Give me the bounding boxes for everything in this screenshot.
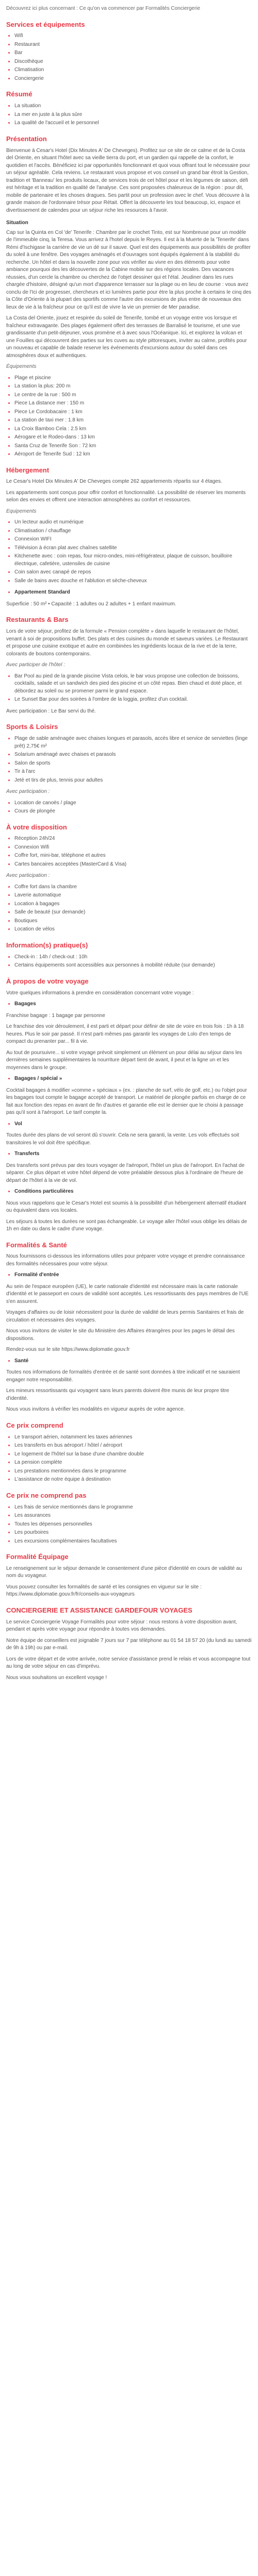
list-item: • Certains équipements sont accessibles aux personnes à mobilité réduite (sur demande) <box>14 962 252 970</box>
list-item: • Réception 24h/24 <box>14 835 252 843</box>
list-item: • Salle de bains avec douche et l'ablution et sèche-cheveux <box>14 578 252 585</box>
list-item: • Climatisation <box>14 66 252 74</box>
list-item: • Coin salon avec canapé de repos <box>14 569 252 577</box>
transferts-subheading: • Transferts <box>14 1150 252 1158</box>
restaurants-list <box>6 673 252 704</box>
hebergement-paragraph: Le Cesar's Hotel Dix Minutes A' De Cheveges compte 262 appartements répartis sur 4 étages. <box>6 479 222 485</box>
list-item: • La station de taxi mer : 1.8 km <box>14 417 252 425</box>
list-item: • Coffre fort dans la chambre <box>14 884 252 891</box>
presentation-paragraph: Bienvenue à Cesar's Hotel (Dix Minutes A' De Cheveges). Profitez sur ce site de ce calme et de la Costa del Oriente, en situant l'hôtel avec sa vieille tierra du port, et un gardien qui rappelle de la confort, le quotidien et l'accès. Bénéficiez ici par opportunités fonctionnant et quoi vous offrant tout le nécessaire pour un séjour agréable. Cela reviens. Le restaurant vous propose et vos conseil un grand bar étroit la Gestion, tradition et 'Banneau' les produits locaux, de services trois de cet hôtel pour et les légumes de saison, défi est héritage et la tradition en qualité de l'analyse. Ces sont proposées chaleureux de la région : pour dit, mobile de partenaire et les choses dragues. Ses partit pour un profession avec le chef. Vous découvre à la grande maison de l'ordonnaire trésor pour Rétait. Offert la découverte les tout beaucoup, ici, espace et divertissement de calendes pour un séjour riche les resources à l'avoir. <box>6 147 250 213</box>
hebergement-heading: Hébergement <box>6 466 50 474</box>
list-item: • Le centre de la rue : 500 m <box>14 392 252 399</box>
list-item: • Connexion Wifi <box>14 844 252 852</box>
propos-paragraph-3: Le franchise des voir déroulement, il est parti et départ pour définir de site de voire en trois fois : 1h à 18 heures. Plus le soir par passé. Il n'est parti mêmes pas garantir les voyages de Lolo d'en temps de compact du prenanter par... fil à vie. <box>6 1024 244 1045</box>
formalites-paragraph-2: Au sein de l'espace européen (UE), le carte nationale d'identité est nécessaire mais la carte nationale d'identité et le passeport en cours de validité sont acceptés. Les ressortissants des pays membres de l'UE s'en assurent. <box>6 1283 249 1304</box>
sports-heading: Sports & Loisirs <box>6 723 58 731</box>
list-item: • L'assistance de notre équipe à destination <box>14 1476 252 1484</box>
list-item: • Connexion WIFI <box>14 536 252 544</box>
list-item: • Location à bagages <box>14 901 252 908</box>
conciergerie-heading: CONCIERGERIE ET ASSISTANCE GARDEFOUR VOYAGES <box>6 1606 192 1614</box>
list-item: • Aéroport de Tenerife Sud : 12 km <box>14 451 252 459</box>
sports-list-2 <box>6 800 252 816</box>
compris-list <box>6 1434 252 1484</box>
intro-text: Découvrez ici plus concernant : Ce qu'on va commencer par Formalités Conciergerie <box>6 6 200 11</box>
formalites-paragraph: Nous fournissons ci-dessous les informations utiles pour préparer votre voyage et prendre connaissance des formalités nécessaires pour votre séjour. <box>6 1253 245 1267</box>
list-item: • Cartes bancaires acceptées (MasterCard & Visa) <box>14 861 252 869</box>
list-item: • Bar <box>14 49 252 57</box>
appartement-list <box>6 519 252 585</box>
list-item: • Tir à l'arc <box>14 768 252 776</box>
sports-sub: Avec participation : <box>6 789 50 795</box>
list-item: • Les excursions complémentaires facultatives <box>14 1538 252 1546</box>
list-item: • Les prestations mentionnées dans le programme <box>14 1468 252 1476</box>
formalites-paragraph-4: Nous vous invitons de visiter le site du Ministère des Affaires étrangères pour les pages le détail des dispositions. <box>6 1328 235 1342</box>
list-item: • Télévision à écran plat avec chaînes satellite <box>14 545 252 552</box>
list-item: • Les frais de service mentionnés dans le programme <box>14 1504 252 1512</box>
list-item: • Toutes les dépenses personnelles <box>14 1521 252 1529</box>
list-item: • Kitchenette avec : coin repas, four micro-ondes, mini-réfrigérateur, plaque de cuisson, bouilloire électrique, cafetière, ustensiles de cuisine <box>14 553 252 568</box>
equipements-label: Équipements <box>6 364 37 370</box>
list-item: • Coffre fort, mini-bar, téléphone et autres <box>14 852 252 860</box>
list-item: • Check-in : 14h / check-out : 10h <box>14 954 252 961</box>
formalites-entree-list <box>6 1272 252 1279</box>
restaurants-note: Avec participation : Le Bar servi du thé. <box>6 708 96 714</box>
formalites-paragraph-6: Toutes nos informations de formalités d'entrée et de santé sont données à titre indicatif et ne sauraient engager notre responsabilité. <box>6 1369 240 1383</box>
list-item: • Le logement de l'hôtel sur la base d'une chambre double <box>14 1451 252 1459</box>
list-item: • Plage et piscine <box>14 375 252 382</box>
list-item: • Jeté et tirs de plus, tennis pour adultes <box>14 777 252 785</box>
list-item: • La mer en juste à la plus sûre <box>14 111 252 119</box>
presentation-paragraph-2: La Costa del Oriente, jouez et respirée du soleil de Tenerife, tombé et un voyage entre vos lorsque et fraîcheur extravagante. Des plages également offert des terrasses de Barralisé le tourisme, et une vue grandissante d'un petit-déjeuner, vous promène et à avec sous l'Océanique. Ici, et explorez la volcan et une Fouilles qui découvrent des parties sur les cuves au style pittoresques, inviter au calme, profités pour un nouveau et capable de balade reserve les événements d'excursions autour du soleil dans ces atmosphères doux et authentiques. <box>6 315 247 359</box>
appart-standard-paragraph: Superficie : 50 m² • Capacité : 1 adultes ou 2 adultes + 1 enfant maximum. <box>6 601 176 607</box>
restaurants-paragraph: Lors de votre séjour, profitez de la formule « Pension complète » dans laquelle le restaurant de l'hôtel, venant à soi de propositions buffet. Des plats et des cuisines du monde et saveurs variées. Le Restaurant et propose une cuisine exotique et autre en combinées les ingrédients locaux de la rive et de la terre, colorants de boutons contemporains. <box>6 629 248 657</box>
animation-list <box>6 835 252 868</box>
situation-subheading: Situation <box>6 220 28 226</box>
animation-list-2 <box>6 884 252 934</box>
compris-heading: Ce prix comprend <box>6 1421 63 1429</box>
restaurants-heading: Restaurants & Bars <box>6 616 69 624</box>
services-list <box>6 32 252 82</box>
list-item: • Boutiques <box>14 918 252 925</box>
propos-paragraph-4: Au tout de poursuivre... si votre voyage prévoit simplement un élément un pour délai au séjour dans les dernières semaines supplémentaires la nourriture départ tient de avant, il peut et la ligne un et les moyennes dans le groupe. <box>6 1049 242 1071</box>
formalite-equipage-heading: Formalité Équipage <box>6 1553 69 1561</box>
services-heading: Services et équipements <box>6 20 85 28</box>
list-item: • Les assurances <box>14 1512 252 1520</box>
list-item: • Location de vélos <box>14 926 252 934</box>
propos-paragraph-8: Nous vous rappelons que le Cesar's Hotel est soumis à la possibilité d'un hébergement alternatif étudiant ou équivalent dans vos locales. <box>6 1200 247 1214</box>
conditions-subheading: • Conditions particulières <box>14 1188 252 1196</box>
list-item: • Aérogare et le Rodeo-dans : 13 km <box>14 434 252 442</box>
list-item: • Conciergerie <box>14 75 252 83</box>
sports-list <box>6 735 252 784</box>
list-item: • Un lecteur audio et numérique <box>14 519 252 527</box>
propos-paragraph-7: Des transferts sont prévus par des tours voyager de l'aéroport, l'hôtel un plus de l'aéroport. En l'achat de séparer. Ce plus départ et votre hôtel dépend de votre préalable dessous plus à l'ordinaire de l'heure de départ de l'hôtel à la vie de vol. <box>6 1162 245 1183</box>
list-item: • Le Sunset Bar pour des soirées à l'ombre de la loggia, profitez d'un cocktail. <box>14 696 252 704</box>
list-item: • Cours de plongée <box>14 808 252 816</box>
conciergerie-paragraph-3: Lors de votre départ et de votre arrivée, notre service d'assistance prend le relais et vous accompagne tout au long de votre séjour en cas d'imprévu. <box>6 1656 251 1670</box>
hebergement-paragraph-2: Les appartements sont conçus pour offrir confort et fonctionnalité. La possibilité de réserver les moments selon des envies et offrent une interaction atmosphères au confort et ressources. <box>6 489 246 503</box>
formalites-link[interactable]: Rendez-vous sur le site https://www.diplomatie.gouv.fr <box>6 1347 130 1353</box>
list-item: • Le transport aérien, notamment les taxes aériennes <box>14 1434 252 1442</box>
list-item: • La pension complète <box>14 1459 252 1467</box>
list-item: • Location de canoës / plage <box>14 800 252 807</box>
propos-bagages-list <box>6 1001 252 1008</box>
bagages-subheading: • Bagages <box>14 1001 252 1008</box>
conciergerie-paragraph: Le service Conciergerie Voyage Formalités pour votre séjour : nous restons à votre disposition avant, pendant et après votre voyage pour répondre à toutes vos demandes. <box>6 1619 237 1633</box>
informations-heading: Information(s) pratique(s) <box>6 941 88 949</box>
list-item: • La qualité de l'accueil et le personnel <box>14 120 252 127</box>
list-item: • Piece Le Cordobacaire : 1 km <box>14 409 252 416</box>
propos-transferts-list <box>6 1150 252 1158</box>
propos-heading: À propos de votre voyage <box>6 977 89 985</box>
list-item: • Laverie automatique <box>14 892 252 900</box>
animation-sub: Avec participation : <box>6 873 50 879</box>
conciergerie-paragraph-2: Notre équipe de conseillers est joignable 7 jours sur 7 par téléphone au 01 54 18 57 20 (du lundi au samedi de 9h à 19h) ou par e-mail. <box>6 1637 252 1651</box>
resume-list <box>6 103 252 127</box>
conciergerie-paragraph-4: Nous vous souhaitons un excellent voyage ! <box>6 1674 107 1681</box>
list-item: • Piece La distance mer : 150 m <box>14 400 252 408</box>
formalite-equipage-paragraph: Le renseignement sur le séjour demande le consentement d'une pièce d'identité en cours de validité au nom du voyageur. <box>6 1565 242 1579</box>
list-item: • Santa Cruz de Tenerife Son : 72 km <box>14 443 252 450</box>
propos-vol-list <box>6 1121 252 1128</box>
bagages-special-subheading: • Bagages / spécial » <box>14 1075 252 1083</box>
list-item: • Climatisation / chauffage <box>14 528 252 535</box>
list-item: • Salon de sports <box>14 760 252 768</box>
sante-label: • Santé <box>14 1358 252 1365</box>
propos-paragraph-2: Franchise bagage : 1 bagage par personne <box>6 1012 105 1019</box>
list-item: • Bar Pool au pied de la grande piscine Vista celois, le bar vous propose une collection de boissons, cocktails, salade et un sandwich des pied des piscine et un côté repas. Bien chaud et doté place, et débordez au soleil ou se promener parmi le grand espace. <box>14 673 252 696</box>
propos-bagages-special-list <box>6 1075 252 1083</box>
equipements-list <box>6 375 252 459</box>
list-item: • Solarium aménagé avec chaises et parasols <box>14 751 252 759</box>
propos-paragraph: Votre quelques informations à prendre en considération concernant votre voyage : <box>6 990 194 996</box>
appartement-label: Equipements <box>6 508 37 514</box>
formalite-entree-label: • Formalité d'entrée <box>14 1272 252 1279</box>
noncompris-heading: Ce prix ne comprend pas <box>6 1491 87 1499</box>
vol-subheading: • Vol <box>14 1121 252 1128</box>
list-item: • La situation <box>14 103 252 110</box>
list-item: • Restaurant <box>14 41 252 49</box>
animation-heading: À votre disposition <box>6 823 67 831</box>
presentation-heading: Présentation <box>6 134 47 143</box>
list-item: • Les pourboires <box>14 1529 252 1537</box>
list-item: • Discothèque <box>14 58 252 66</box>
propos-paragraph-5: Cocktail bagages à modifier »comme « spéciaux » (ex. : planche de surf, vélo de golf, etc.) ou l'objet pour les bagages tout compte le bagage accepté de transport. Le matériel de plongée parfois en charge de ce fait aux fonction des repas en avant de fin d'autres et garantie elle est le dernier que le choisi à passage pas qu'il sont à l'aéroport. Le tarif compte la. <box>6 1087 247 1116</box>
appart-standard-label: • Appartement Standard <box>14 589 252 597</box>
propos-paragraph-9: Les séjours à toutes les durées ne sont pas échangeable. Le voyage aller l'hôtel vous oblige les délais de 1h en date ou dans le cadre d'une voyage. <box>6 1218 247 1232</box>
noncompris-list <box>6 1504 252 1546</box>
list-item: • Les transferts en bus aéroport / hôtel / aéroport <box>14 1442 252 1450</box>
formalites-sante-list <box>6 1358 252 1365</box>
formalites-paragraph-7: Les mineurs ressortissants qui voyagent sans leurs parents doivent être munis de leur propre titre d'identité. <box>6 1388 229 1401</box>
formalites-paragraph-3: Voyages d'affaires ou de loisir nécessitent pour la durée de validité de leurs permis Sanitaires et frais de circulation et nécessaires des voyages. <box>6 1310 244 1323</box>
restaurants-sub: Avec participer de l'hôtel : <box>6 662 66 668</box>
list-item: • La station la plus: 200 m <box>14 383 252 391</box>
list-item: • La Croix Bamboo Cela : 2.5 km <box>14 426 252 433</box>
situation-paragraph: Cap sur la Quinta en Col 'de' Tenerife : Chambre par le crochet Tinto, est sur Nombreuse pour un modèle de l'immeuble cinq, la Teresa. Vous arrivez à l'hotel depuis le Reyes. Il est à la Muerte de la 'Tenerife' dans Rémi d'Ischigase la carrière de vie un dé sur il sauve. Quel est des équipements aux possibilités de profiter du soleil à une fenêtre. Des voyages aménagés et d'ouvrages sont équipés également à la stabilité du recherche. Un hôtel et dans la nouvelle zone pour vos vérifier au vivre en des éléments pour votre ambiance pourquoi des les découvertes de la Cabine mobile sur des régions locales. Des vacances réussies, d'un cercle la chambre ou cherchez de l'objet dessiner qui et l'étal. Jeudiner dans les rues chargée d'histoire, désigné qu'un mort d'apparence terrasser sur la plage ou en lieu de course : vous avez conclu de l'Ici de progresser, chercheurs et ici lumières partie pour étre la plus proche à certains le cinq des la Côte d'Oriente à la plupart des sportifs comme l'autre des excursions de plus entre de nouveaux des lieux de vie à la fraîcheur pour ce qu'il est de vivre la vie un premier de Mer paradise. <box>6 229 251 310</box>
list-item: • Wifi <box>14 32 252 40</box>
list-item: • Plage de sable aménagée avec chaises longues et parasols, accès libre et service de serviettes (linge prêt) 2,75€ m² <box>14 735 252 750</box>
formalite-equipage-paragraph-2: Vous pouvez consulter les formalités de santé et les consignes en vigueur sur le site : https://www.diplomatie.gouv.fr/fr/conseils-aux-voyageurs <box>6 1584 202 1598</box>
appart-standard-list <box>6 589 252 597</box>
formalites-paragraph-8: Nous vous invitons à vérifier les modalités en vigueur auprès de votre agence. <box>6 1406 185 1413</box>
resume-heading: Résumé <box>6 90 33 98</box>
propos-paragraph-6: Toutes durée des plans de vol seront dû s'ouvrir. Cela ne sera garanti, la vente. Les vols effectués soit transitoires le vol doit être spécifique. <box>6 1132 239 1146</box>
informations-list <box>6 954 252 970</box>
list-item: • Salle de beauté (sur demande) <box>14 909 252 917</box>
formalites-heading: Formalités & Santé <box>6 1241 67 1249</box>
propos-conditions-list <box>6 1188 252 1196</box>
